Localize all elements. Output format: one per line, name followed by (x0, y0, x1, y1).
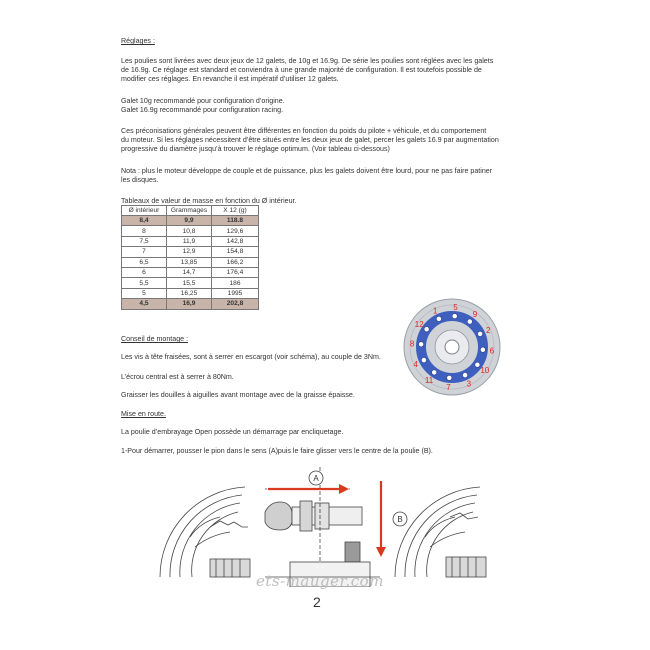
tightening-order-number: 12 (414, 320, 424, 330)
montage-line1: Les vis à tête fraisées, sont à serrer en escargot (voir schéma), au couple de 3Nm. (121, 353, 381, 361)
cell-total: 166,2 (212, 257, 259, 267)
para1-line2: de 16.9g. Ce réglage est standard et conviendra à une grande majorité de configuration. Il est toutefois possible de (121, 66, 482, 74)
heading-montage: Conseil de montage : (121, 335, 189, 343)
col-header-diameter: Ø intérieur (122, 206, 167, 216)
cell-diameter: 8 (122, 226, 167, 236)
cell-diameter: 5 (122, 288, 167, 298)
starter-mechanism-drawing (150, 467, 500, 587)
screw-hole (436, 316, 441, 321)
para2-line2: Galet 16.9g recommandé pour configuration racing. (121, 106, 284, 114)
tightening-order-number: 10 (480, 365, 490, 375)
cell-grammage: 15,5 (167, 278, 212, 288)
montage-line3: Graisser les douilles à aiguilles avant montage avec de la graisse épaisse. (121, 391, 355, 399)
cell-total: 1995 (212, 288, 259, 298)
label-a: A (313, 474, 319, 483)
route-line2: 1-Pour démarrer, pousser le pion dans le sens (A)puis le faire glisser vers le centre de la poulie (B). (121, 447, 433, 455)
para2-line1: Galet 10g recommandé pour configuration d’origine. (121, 97, 285, 105)
screw-hole (477, 331, 482, 336)
screw-hole (452, 314, 457, 319)
cell-diameter: 5,5 (122, 278, 167, 288)
tightening-order-number: 5 (453, 303, 458, 313)
left-pulley-view (160, 487, 250, 577)
cell-grammage: 13,85 (167, 257, 212, 267)
para3-line3: progressive du diamètre jusqu’à trouver le réglage optimum. (Voir tableau ci-dessous) (121, 145, 390, 153)
pulley-screw-order-diagram (402, 297, 502, 397)
table-caption: Tableaux de valeur de masse en fonction du Ø intérieur. (121, 197, 297, 205)
table-row (122, 247, 259, 257)
screw-hole (447, 375, 452, 380)
table-row (122, 257, 259, 267)
col-header-x12: X 12 (g) (212, 206, 259, 216)
tightening-order-number: 8 (409, 339, 415, 349)
screw-hole (463, 372, 468, 377)
cell-total: 142,8 (212, 236, 259, 246)
screw-hole (419, 342, 424, 347)
table-row (122, 278, 259, 288)
table-row (122, 236, 259, 246)
para1-line3: modifier ces réglages. En revanche il est impératif d’utiliser 12 galets. (121, 75, 339, 83)
cell-diameter: 6 (122, 267, 167, 277)
cell-grammage: 9,9 (167, 216, 212, 226)
table-row (122, 226, 259, 236)
cell-grammage: 14,7 (167, 267, 212, 277)
nota-line2: les disques. (121, 176, 159, 184)
screw-hole (467, 319, 472, 324)
nota-line1: Nota : plus le moteur développe de couple et de puissance, plus les galets doivent être lourd, pour ne pas faire patiner (121, 167, 493, 175)
tightening-order-number: 4 (413, 359, 418, 369)
tightening-order-number: 9 (472, 310, 478, 320)
cell-total: 118.8 (212, 216, 259, 226)
para1-line1: Les poulies sont livrées avec deux jeux de 12 galets, de 10g et 16.9g. De série les poulies sont réglées avec les galets (121, 57, 494, 65)
tightening-order-number: 1 (432, 306, 438, 316)
table-row (122, 299, 259, 309)
route-line1: La poulie d’embrayage Open possède un démarrage par encliquetage. (121, 428, 344, 436)
cell-grammage: 16,25 (167, 288, 212, 298)
table-row (122, 288, 259, 298)
col-header-grammages: Grammages (167, 206, 212, 216)
cell-total: 176,4 (212, 267, 259, 277)
heading-mise-en-route: Mise en route. (121, 410, 166, 418)
cell-total: 202,8 (212, 299, 259, 309)
table-header-row (122, 206, 259, 216)
tightening-order-number: 11 (424, 375, 434, 385)
screw-hole (475, 362, 480, 367)
para3-line1: Ces préconisations générales peuvent être différentes en fonction du poids du pilote + véhicule, et du comportement (121, 127, 487, 135)
screw-hole (432, 370, 437, 375)
cell-total: 154,8 (212, 247, 259, 257)
arrow-a (268, 484, 349, 494)
cell-total: 186 (212, 278, 259, 288)
tightening-order-number: 2 (486, 326, 491, 336)
cell-diameter: 4,5 (122, 299, 167, 309)
right-pulley-view (395, 487, 486, 577)
tightening-order-number: 6 (489, 346, 495, 356)
cell-diameter: 6,5 (122, 257, 167, 267)
label-b: B (397, 515, 403, 524)
mass-table (121, 205, 259, 310)
cell-grammage: 11,9 (167, 236, 212, 246)
cell-diameter: 7 (122, 247, 167, 257)
para3-line2: du moteur. Si les réglages nécessitent d’être situés entre les deux jeux de galet, percer les galets 16.9 par augmentation (121, 136, 499, 144)
tightening-order-number: 7 (446, 382, 451, 392)
screw-hole (424, 327, 429, 332)
cell-grammage: 12,9 (167, 247, 212, 257)
cell-grammage: 16,9 (167, 299, 212, 309)
watermark: ets-mauger.com (256, 572, 384, 590)
table-row (122, 216, 259, 226)
cell-diameter: 8,4 (122, 216, 167, 226)
cell-grammage: 10,8 (167, 226, 212, 236)
tightening-order-number: 3 (466, 379, 472, 389)
table-row (122, 267, 259, 277)
page-number: 2 (313, 594, 321, 610)
arrow-b (376, 481, 386, 557)
montage-line2: L’écrou central est à serrer à 80Nm. (121, 373, 234, 381)
screw-hole (421, 358, 426, 363)
screw-hole (480, 347, 485, 352)
heading-reglages: Réglages : (121, 37, 155, 45)
cell-diameter: 7,5 (122, 236, 167, 246)
cell-total: 129,6 (212, 226, 259, 236)
section-view (265, 467, 380, 587)
